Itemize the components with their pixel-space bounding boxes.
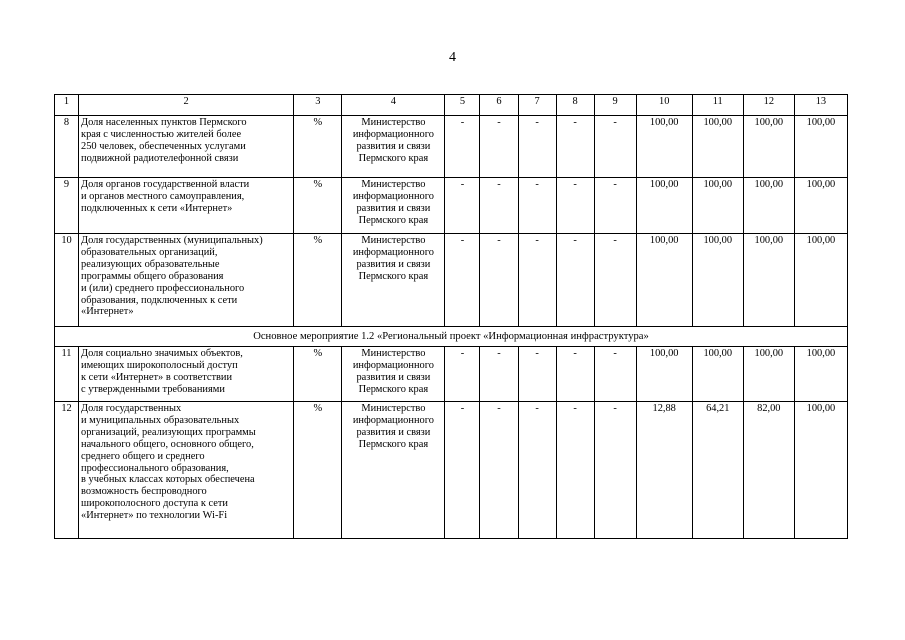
- value-cell: -: [518, 402, 556, 539]
- column-header: 7: [518, 95, 556, 116]
- responsible-org-line: информационного: [352, 414, 434, 426]
- value-cell: -: [480, 178, 518, 234]
- column-header: 2: [79, 95, 294, 116]
- section-title: Основное мероприятие 1.2 «Региональный проект «Информационная инфраструктура»: [55, 327, 848, 347]
- indicator-name-line: подвижной радиотелефонной связи: [81, 152, 239, 164]
- responsible-org-line: информационного: [352, 246, 434, 258]
- value-cell: 100,00: [794, 178, 847, 234]
- indicator-name-line: Доля населенных пунктов Пермского: [81, 117, 247, 128]
- value-cell: 64,21: [692, 402, 743, 539]
- responsible-org-line: информационного: [352, 190, 434, 202]
- value-cell: -: [518, 178, 556, 234]
- value-cell: -: [556, 116, 594, 178]
- value-cell: -: [556, 402, 594, 539]
- indicator-name-line: среднего общего и среднего: [81, 450, 205, 462]
- value-cell: -: [445, 347, 480, 402]
- column-header: 6: [480, 95, 518, 116]
- value-cell: -: [518, 234, 556, 327]
- indicator-name-line: и муниципальных образовательных: [81, 414, 240, 426]
- responsible-org-line: Министерство: [361, 348, 426, 359]
- indicator-name-line: реализующих образовательные: [81, 258, 220, 270]
- responsible-org: [342, 347, 445, 402]
- value-cell: -: [445, 234, 480, 327]
- responsible-org-line: информационного: [352, 359, 434, 371]
- indicator-name-line: к сети «Интернет» в соответствии: [81, 371, 233, 383]
- indicator-name: [79, 116, 294, 178]
- indicator-name-line: образования, подключенных к сети: [81, 294, 238, 306]
- value-cell: -: [480, 347, 518, 402]
- table-row: [55, 178, 848, 234]
- unit-cell: %: [294, 116, 342, 178]
- table-row: [55, 234, 848, 327]
- responsible-org-line: развития и связи: [356, 258, 431, 270]
- indicator-name-line: с утвержденными требованиями: [81, 383, 225, 395]
- unit-cell: %: [294, 234, 342, 327]
- responsible-org-line: развития и связи: [356, 202, 431, 214]
- header-row: [55, 95, 848, 116]
- value-cell: -: [594, 178, 636, 234]
- indicator-name-line: организаций, реализующих программы: [81, 426, 256, 438]
- indicator-name-line: «Интернет» по технологии Wi-Fi: [81, 510, 228, 522]
- value-cell: -: [480, 234, 518, 327]
- value-cell: 100,00: [794, 347, 847, 402]
- value-cell: -: [480, 402, 518, 539]
- column-header: 3: [294, 95, 342, 116]
- indicator-name-line: края с численностью жителей более: [81, 128, 242, 140]
- value-cell: -: [594, 402, 636, 539]
- value-cell: 100,00: [692, 116, 743, 178]
- value-cell: 100,00: [692, 178, 743, 234]
- responsible-org-line: Пермского края: [358, 152, 429, 164]
- indicator-name-line: имеющих широкополосный доступ: [81, 359, 238, 371]
- indicator-name: [79, 234, 294, 327]
- indicator-name: [79, 402, 294, 539]
- value-cell: -: [556, 347, 594, 402]
- indicator-name-line: в учебных классах которых обеспечена: [81, 474, 255, 486]
- value-cell: 100,00: [636, 234, 692, 327]
- column-header: 9: [594, 95, 636, 116]
- value-cell: 100,00: [794, 116, 847, 178]
- value-cell: 100,00: [636, 116, 692, 178]
- value-cell: -: [480, 116, 518, 178]
- column-header: 13: [794, 95, 847, 116]
- indicator-name-line: профессионального образования,: [81, 462, 229, 474]
- indicator-name: [79, 178, 294, 234]
- responsible-org-line: информационного: [352, 128, 434, 140]
- page-number: 4: [449, 50, 456, 65]
- indicator-name: [79, 347, 294, 402]
- responsible-org-line: Пермского края: [358, 438, 429, 450]
- table-row: [55, 116, 848, 178]
- responsible-org-line: развития и связи: [356, 140, 431, 152]
- responsible-org-line: Министерство: [361, 403, 426, 414]
- indicator-name-line: образовательных организаций,: [81, 246, 218, 258]
- value-cell: -: [445, 178, 480, 234]
- indicator-name-line: широкополосного доступа к сети: [81, 498, 228, 510]
- indicator-name-line: Доля государственных (муниципальных): [81, 235, 263, 246]
- responsible-org: [342, 234, 445, 327]
- responsible-org: [342, 116, 445, 178]
- indicator-name-line: и (или) среднего профессионального: [81, 282, 245, 294]
- responsible-org-line: Пермского края: [358, 270, 429, 282]
- value-cell: 100,00: [743, 178, 794, 234]
- indicator-name-line: и органов местного самоуправления,: [81, 190, 245, 202]
- indicator-name-line: Доля государственных: [81, 403, 182, 414]
- value-cell: 100,00: [743, 234, 794, 327]
- value-cell: 100,00: [636, 347, 692, 402]
- responsible-org-line: развития и связи: [356, 371, 431, 383]
- row-number: 9: [55, 178, 79, 234]
- row-number: 10: [55, 234, 79, 327]
- responsible-org-line: Министерство: [361, 179, 426, 190]
- indicator-name-line: «Интернет»: [81, 306, 134, 318]
- value-cell: 100,00: [743, 116, 794, 178]
- row-number: 8: [55, 116, 79, 178]
- value-cell: -: [594, 347, 636, 402]
- value-cell: 12,88: [636, 402, 692, 539]
- indicator-name-line: программы общего образования: [81, 270, 224, 282]
- section-row: [55, 327, 848, 347]
- value-cell: 100,00: [692, 234, 743, 327]
- indicator-name-line: подключенных к сети «Интернет»: [81, 202, 233, 214]
- indicator-name-line: Доля социально значимых объектов,: [81, 348, 243, 359]
- value-cell: 100,00: [743, 347, 794, 402]
- value-cell: -: [594, 116, 636, 178]
- table-row: [55, 347, 848, 402]
- indicator-name-line: возможность беспроводного: [81, 486, 207, 498]
- unit-cell: %: [294, 347, 342, 402]
- column-header: 4: [342, 95, 445, 116]
- indicator-name-line: начального общего, основного общего,: [81, 438, 254, 450]
- responsible-org-line: Министерство: [361, 235, 426, 246]
- value-cell: 100,00: [636, 178, 692, 234]
- value-cell: 100,00: [692, 347, 743, 402]
- table-row: [55, 402, 848, 539]
- value-cell: -: [445, 402, 480, 539]
- indicator-name-line: Доля органов государственной власти: [81, 179, 250, 190]
- value-cell: -: [445, 116, 480, 178]
- column-header: 8: [556, 95, 594, 116]
- row-number: 11: [55, 347, 79, 402]
- column-header: 5: [445, 95, 480, 116]
- responsible-org-line: Пермского края: [358, 214, 429, 226]
- column-header: 10: [636, 95, 692, 116]
- responsible-org-line: Министерство: [361, 117, 426, 128]
- column-header: 12: [743, 95, 794, 116]
- value-cell: -: [518, 347, 556, 402]
- indicators-table: [54, 94, 848, 539]
- column-header: 1: [55, 95, 79, 116]
- unit-cell: %: [294, 402, 342, 539]
- column-header: 11: [692, 95, 743, 116]
- indicator-name-line: 250 человек, обеспеченных услугами: [81, 140, 246, 152]
- responsible-org-line: Пермского края: [358, 383, 429, 395]
- responsible-org: [342, 178, 445, 234]
- unit-cell: %: [294, 178, 342, 234]
- row-number: 12: [55, 402, 79, 539]
- responsible-org-line: развития и связи: [356, 426, 431, 438]
- value-cell: 82,00: [743, 402, 794, 539]
- responsible-org: [342, 402, 445, 539]
- value-cell: -: [518, 116, 556, 178]
- value-cell: 100,00: [794, 402, 847, 539]
- value-cell: -: [556, 178, 594, 234]
- value-cell: 100,00: [794, 234, 847, 327]
- value-cell: -: [556, 234, 594, 327]
- value-cell: -: [594, 234, 636, 327]
